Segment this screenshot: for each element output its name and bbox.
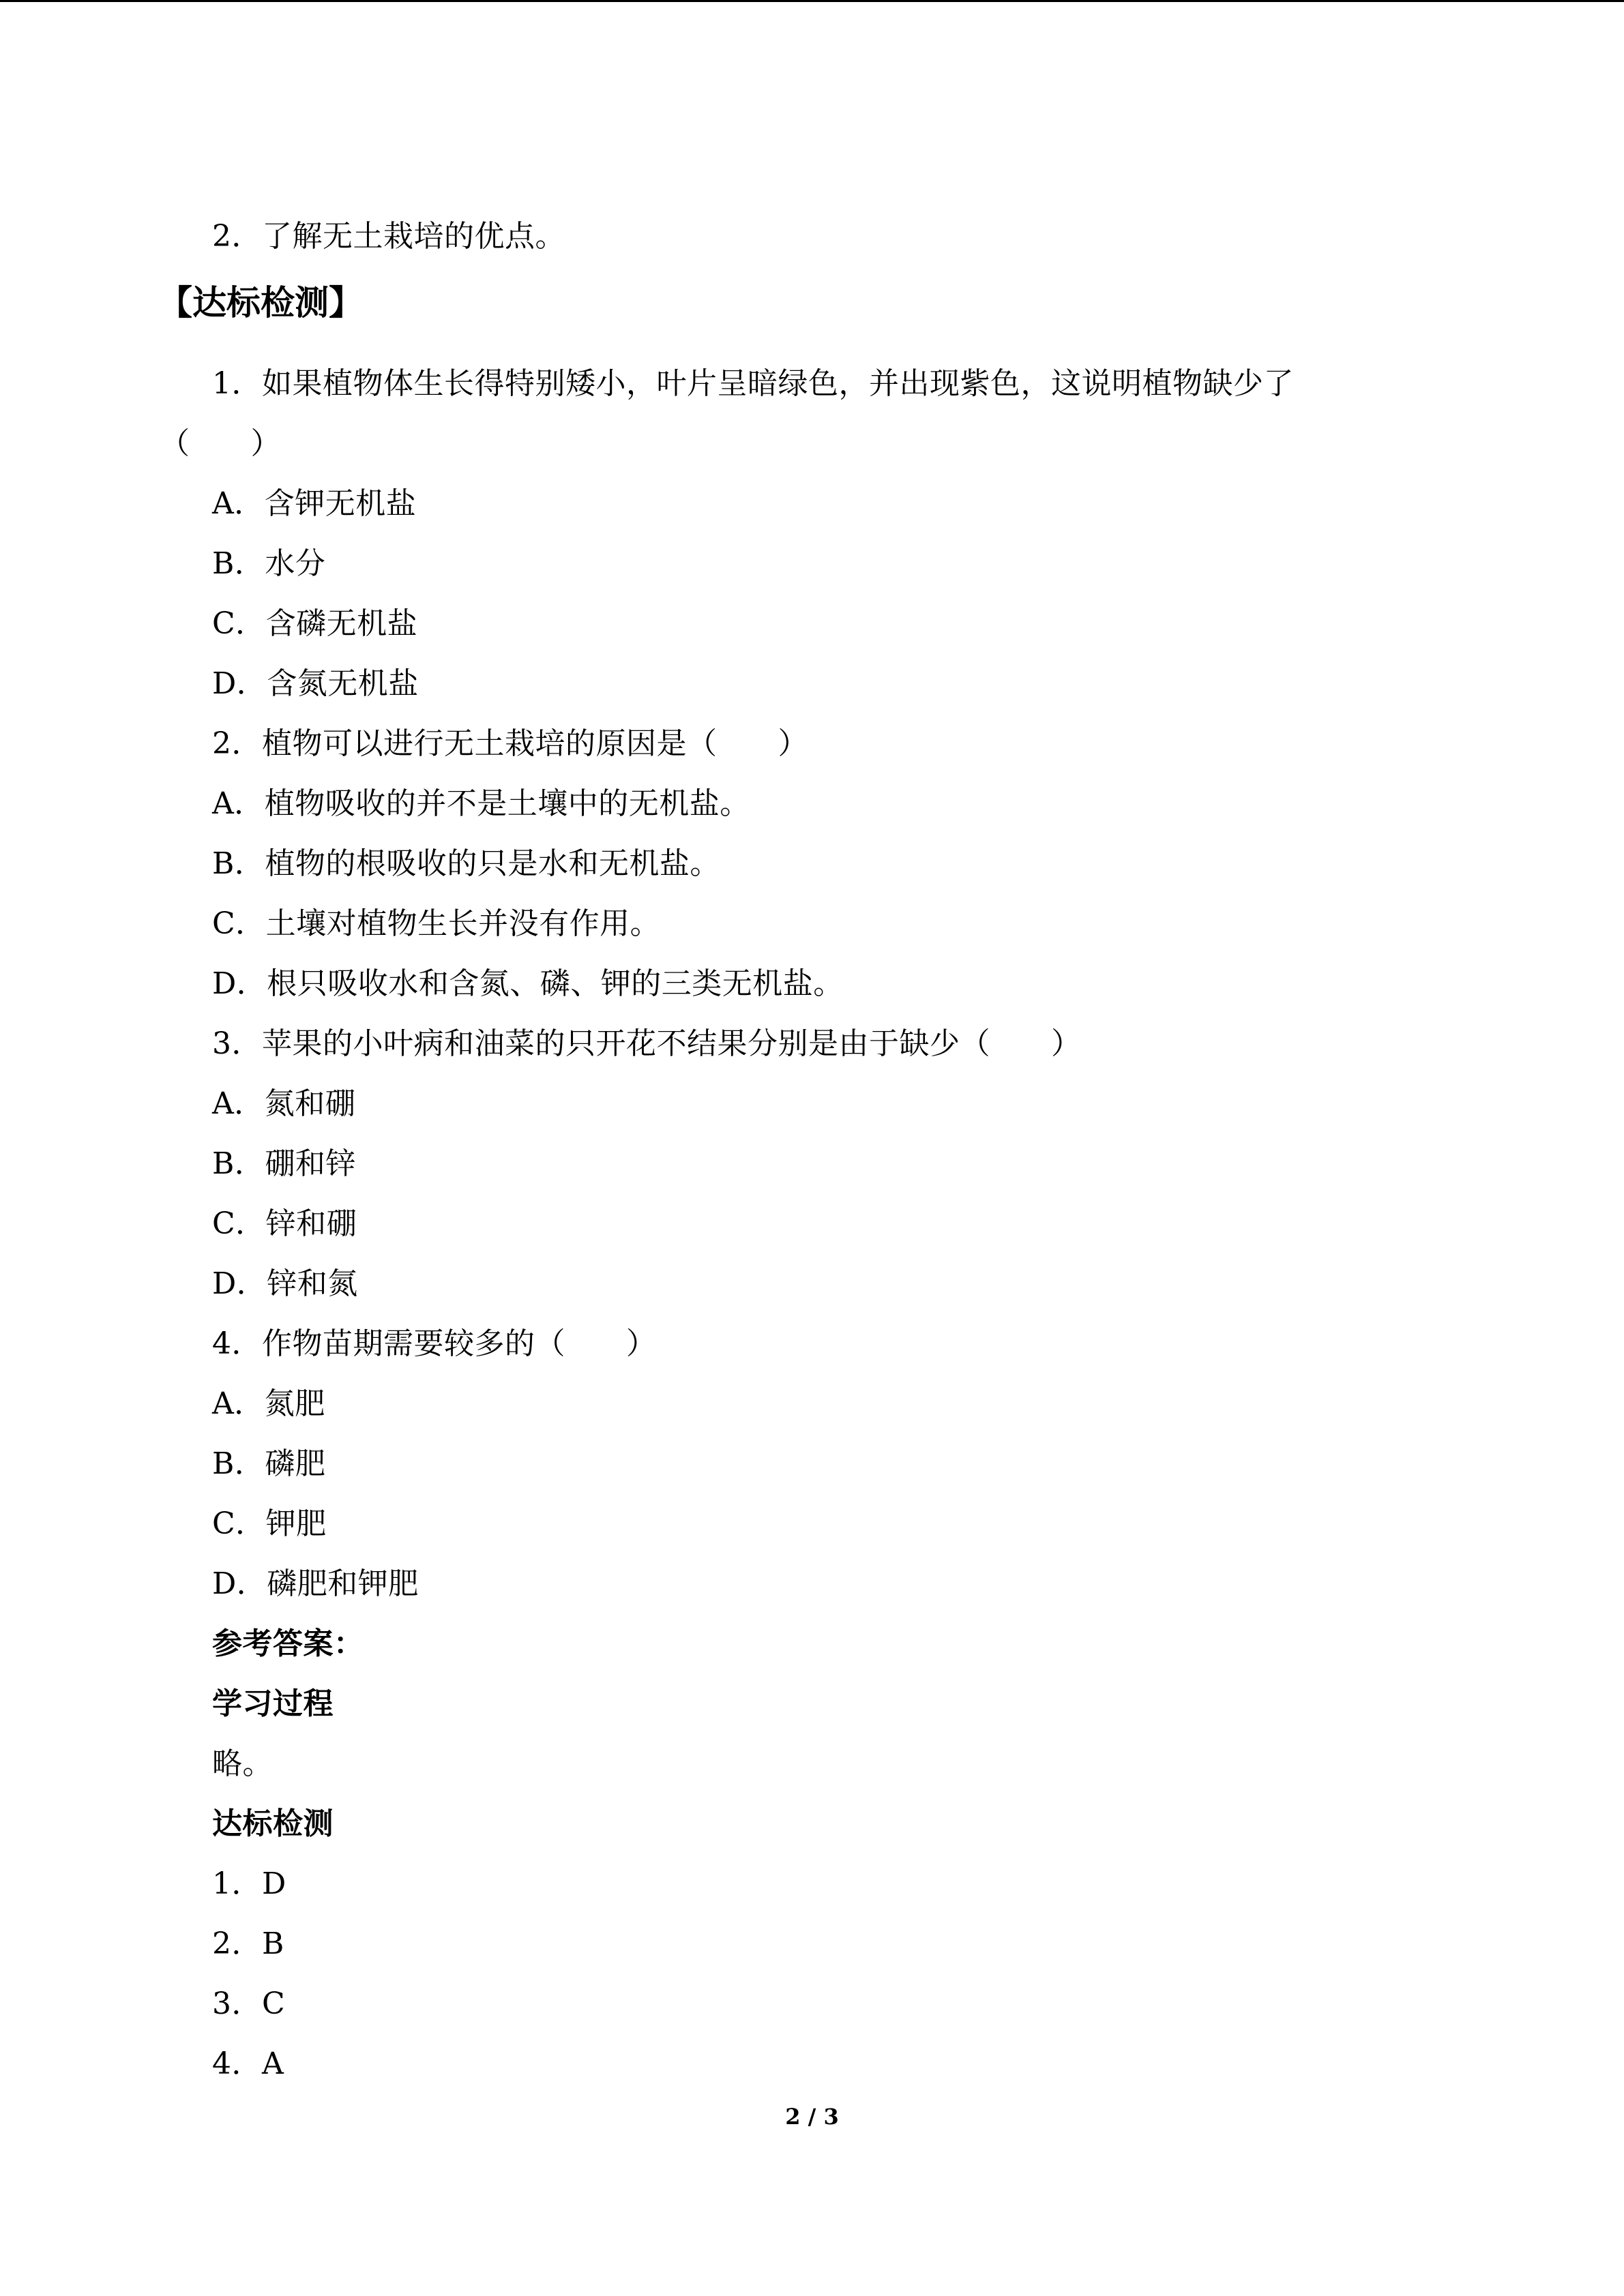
section-heading: 【达标检测】 (158, 283, 363, 323)
question-2-option-c: C．土壤对植物生长并没有作用。 (212, 906, 661, 941)
answers-check-title: 达标检测 (212, 1806, 334, 1841)
answer-item-2: 2．B (212, 1926, 284, 1961)
question-3-option-d: D．锌和氮 (212, 1266, 358, 1301)
answer-item-4: 4．A (212, 2046, 284, 2081)
question-4-stem: 4．作物苗期需要较多的（ ） (212, 1326, 657, 1361)
question-1-option-c: C．含磷无机盐 (212, 606, 418, 641)
question-2-option-b: B．植物的根吸收的只是水和无机盐。 (212, 846, 720, 881)
question-1-option-b: B．水分 (212, 546, 326, 581)
question-4-option-d: D．磷肥和钾肥 (212, 1566, 419, 1601)
question-3-option-a: A．氮和硼 (212, 1086, 356, 1121)
question-1-option-d: D．含氮无机盐 (212, 666, 419, 701)
question-4-option-c: C．钾肥 (212, 1506, 327, 1541)
question-4-option-b: B．磷肥 (212, 1446, 326, 1481)
answers-title: 参考答案： (212, 1626, 364, 1661)
question-3-option-c: C．锌和硼 (212, 1206, 357, 1241)
answer-item-3: 3．C (212, 1986, 286, 2021)
answers-process-text: 略。 (212, 1746, 273, 1781)
answers-process-title: 学习过程 (212, 1686, 334, 1721)
objective-item-2: 2．了解无土栽培的优点。 (212, 219, 565, 254)
question-4-option-a: A．氮肥 (212, 1386, 325, 1421)
question-1-option-a: A．含钾无机盐 (212, 486, 417, 521)
question-2-stem: 2．植物可以进行无土栽培的原因是（ ） (212, 726, 808, 761)
question-2-option-a: A．植物吸收的并不是土壤中的无机盐。 (212, 786, 750, 821)
answer-item-1: 1．D (212, 1866, 286, 1901)
page-number: 2 / 3 (785, 2104, 839, 2130)
question-1-stem: 1．如果植物体生长得特别矮小，叶片呈暗绿色，并出现紫色，这说明植物缺少了 (212, 366, 1294, 401)
question-3-stem: 3．苹果的小叶病和油菜的只开花不结果分别是由于缺少（ ） (212, 1026, 1082, 1061)
question-3-option-b: B．硼和锌 (212, 1146, 356, 1181)
question-2-option-d: D．根只吸收水和含氮、磷、钾的三类无机盐。 (212, 966, 844, 1001)
question-1-stem-cont: （ ） (160, 426, 281, 461)
